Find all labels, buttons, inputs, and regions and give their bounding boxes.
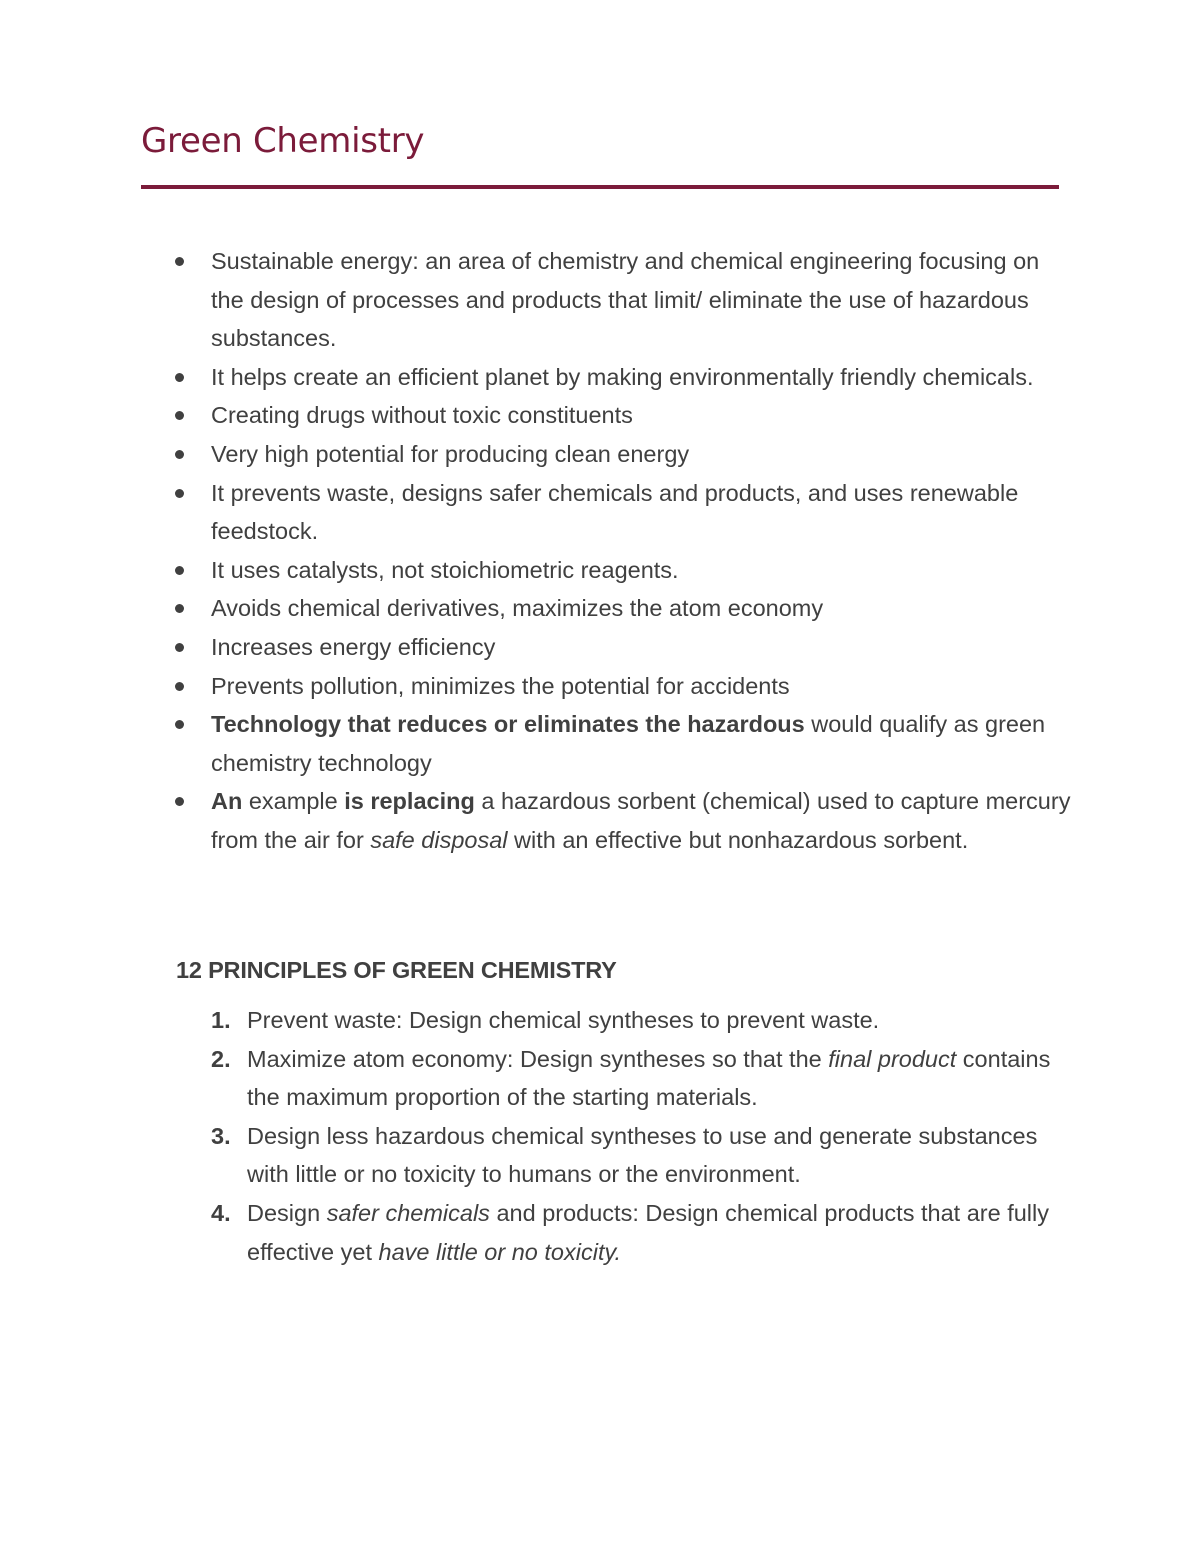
text-run: Design less hazardous chemical syntheses to use and generate substances with little or no toxicity to humans or the environment.: [247, 1122, 1038, 1188]
bullet-item: [211, 589, 1071, 628]
text-run: Prevent waste: Design chemical syntheses to prevent waste.: [247, 1007, 880, 1033]
bullet-icon: [175, 411, 184, 420]
text-run: would qualify as green chemistry technology: [211, 711, 1046, 776]
bullet-item: [211, 667, 1071, 706]
bullet-icon: [175, 604, 184, 613]
principle-item: [211, 1040, 1077, 1117]
bullet-item: [211, 242, 1071, 358]
bullet-icon: [175, 257, 184, 266]
text-run: Increases energy efficiency: [211, 633, 496, 660]
bullet-item: [211, 782, 1071, 859]
italic-text-run: safer chemicals: [326, 1199, 490, 1226]
principle-item: [211, 1194, 1077, 1271]
principles-list: [211, 1001, 1077, 1271]
bullet-item: [211, 396, 1071, 435]
italic-text-run: safe disposal: [370, 826, 508, 853]
bullet-icon: [175, 720, 184, 729]
bullet-icon: [175, 797, 184, 806]
principle-number: 1.: [211, 1007, 231, 1033]
bullet-item: [211, 705, 1071, 782]
bullet-item: [211, 628, 1071, 667]
principle-number: 2.: [211, 1045, 231, 1072]
text-run: a hazardous sorbent (chemical) used to capture mercury from the air for: [211, 788, 1071, 853]
text-run: Avoids chemical derivatives, maximizes the atom economy: [211, 595, 824, 622]
principle-number: 4.: [211, 1199, 231, 1226]
text-run: with an effective but nonhazardous sorbent.: [507, 826, 969, 853]
text-run: contains the maximum proportion of the starting materials.: [247, 1045, 1051, 1111]
text-run: It prevents waste, designs safer chemicals and products, and uses renewable feedstock.: [211, 479, 1019, 545]
section-heading: 12 PRINCIPLES OF GREEN CHEMISTRY: [176, 957, 617, 983]
bullet-item: [211, 435, 1071, 474]
bullet-list: [211, 242, 1071, 860]
italic-text-run: have little or no toxicity.: [378, 1238, 622, 1265]
document-title: Green Chemistry: [141, 121, 425, 161]
italic-text-run: final product: [828, 1045, 957, 1072]
bullet-icon: [175, 682, 184, 691]
bullet-icon: [175, 643, 184, 652]
text-run: Creating drugs without toxic constituents: [211, 402, 633, 429]
bullet-item: [211, 358, 1071, 397]
bold-text-run: Technology that reduces or eliminates the hazardous: [211, 711, 805, 738]
principle-item: [211, 1001, 1077, 1040]
bullet-item: [211, 551, 1071, 590]
bold-text-run: is replacing: [344, 788, 475, 815]
principle-item: [211, 1117, 1077, 1194]
principle-number: 3.: [211, 1122, 231, 1149]
text-run: It helps create an efficient planet by making environmentally friendly chemicals.: [211, 363, 1034, 390]
bullet-icon: [175, 489, 184, 498]
text-run: Very high potential for producing clean energy: [211, 440, 690, 467]
text-run: Sustainable energy: an area of chemistry and chemical engineering focusing on the design of processes and products that limit/ eliminate the use of hazardous substances.: [211, 248, 1040, 352]
bullet-icon: [175, 373, 184, 382]
bullet-icon: [175, 450, 184, 459]
text-run: Design: [247, 1199, 327, 1226]
text-run: Maximize atom economy: Design syntheses so that the: [247, 1045, 829, 1072]
text-run: It uses catalysts, not stoichiometric reagents.: [211, 556, 679, 583]
text-run: and products: Design chemical products that are fully effective yet: [247, 1199, 1050, 1265]
bullet-icon: [175, 566, 184, 575]
bullet-item: [211, 474, 1071, 551]
text-run: example: [242, 788, 345, 815]
title-divider: [141, 185, 1059, 189]
bold-text-run: An: [211, 788, 243, 815]
text-run: Prevents pollution, minimizes the potential for accidents: [211, 672, 790, 699]
